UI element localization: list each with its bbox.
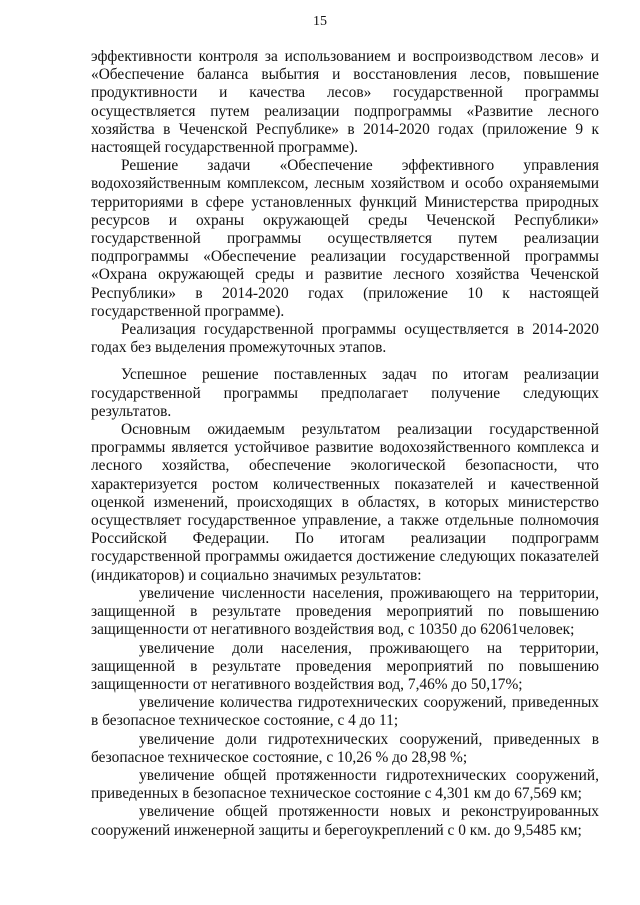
list-item-population-share: увеличение доли населения, проживающего на территории, защищенной в результате проведения мероприятий по повышению защищенности от негативного воздействия вод, 7,46% до 50,17%; bbox=[91, 639, 599, 693]
list-item-hydro-length: увеличение общей протяженности гидротехнических сооружений, приведенных в безопасное техническое состояние с 4,301 км до 67,569 км; bbox=[91, 766, 599, 803]
list-item-population-count: увеличение численности населения, проживающего на территории, защищенной в результате проведения мероприятий по повышению защищенности от негативного воздействия вод, с 10350 до 62061человек; bbox=[91, 584, 599, 639]
list-item-hydro-count: увеличение количества гидротехнических сооружений, приведенных в безопасное техническое состояние, с 4 до 11; bbox=[91, 694, 599, 730]
list-item-protection-length: увеличение общей протяженности новых и реконструированных сооружений инженерной защиты и берегоукреплений с 0 км. до 9,5485 км; bbox=[91, 803, 599, 839]
document-body bbox=[91, 48, 599, 840]
paragraph-expected-results-intro: Успешное решение поставленных задач по итогам реализации государственной программы предполагает получение следующих результатов. bbox=[91, 366, 599, 420]
paragraph-main-expected-result: Основным ожидаемым результатом реализации государственной программы является устойчивое развитие водохозяйственного комплекса и лесного хозяйства, обеспечение экологической безопасности, что характеризуется ростом количественных показателей и качественной оценкой изменений, происходящих в областях, в которых министерство осуществляет государственное управление, а также отдельные полномочия Российской Федерации. По итогам реализации подпрограмм государственной программы ожидается достижение следующих показателей (индикаторов) и социально значимых результатов: bbox=[91, 421, 599, 584]
paragraph-management-task: Решение задачи «Обеспечение эффективного управления водохозяйственным комплексом, лесным хозяйством и особо охраняемыми территориями в сфере установленных функций Министерства природных ресурсов и охраны окружающей среды Чеченской Республики» государственной программы осуществляется путем реализации подпрограммы «Обеспечение реализации государственной программы «Охрана окружающей среды и развитие лесного хозяйства Чеченской Республики» в 2014-2020 годах (приложение 10 к настоящей государственной программе). bbox=[91, 157, 599, 320]
paragraph-forest-subprogram: эффективности контроля за использованием и воспроизводством лесов» и «Обеспечение баланса выбытия и восстановления лесов, повышение продуктивности и качества лесов» государственной программы осуществляется путем реализации подпрограммы «Развитие лесного хозяйства в Чеченской Республике» в 2014-2020 годах (приложение 9 к настоящей государственной программе). bbox=[91, 48, 599, 157]
list-item-hydro-share: увеличение доли гидротехнических сооружений, приведенных в безопасное техническое состояние, с 10,26 % до 28,98 %; bbox=[91, 730, 599, 766]
paragraph-implementation-period: Реализация государственной программы осуществляется в 2014-2020 годах без выделения промежуточных этапов. bbox=[91, 321, 599, 357]
page-number: 15 bbox=[313, 14, 327, 29]
